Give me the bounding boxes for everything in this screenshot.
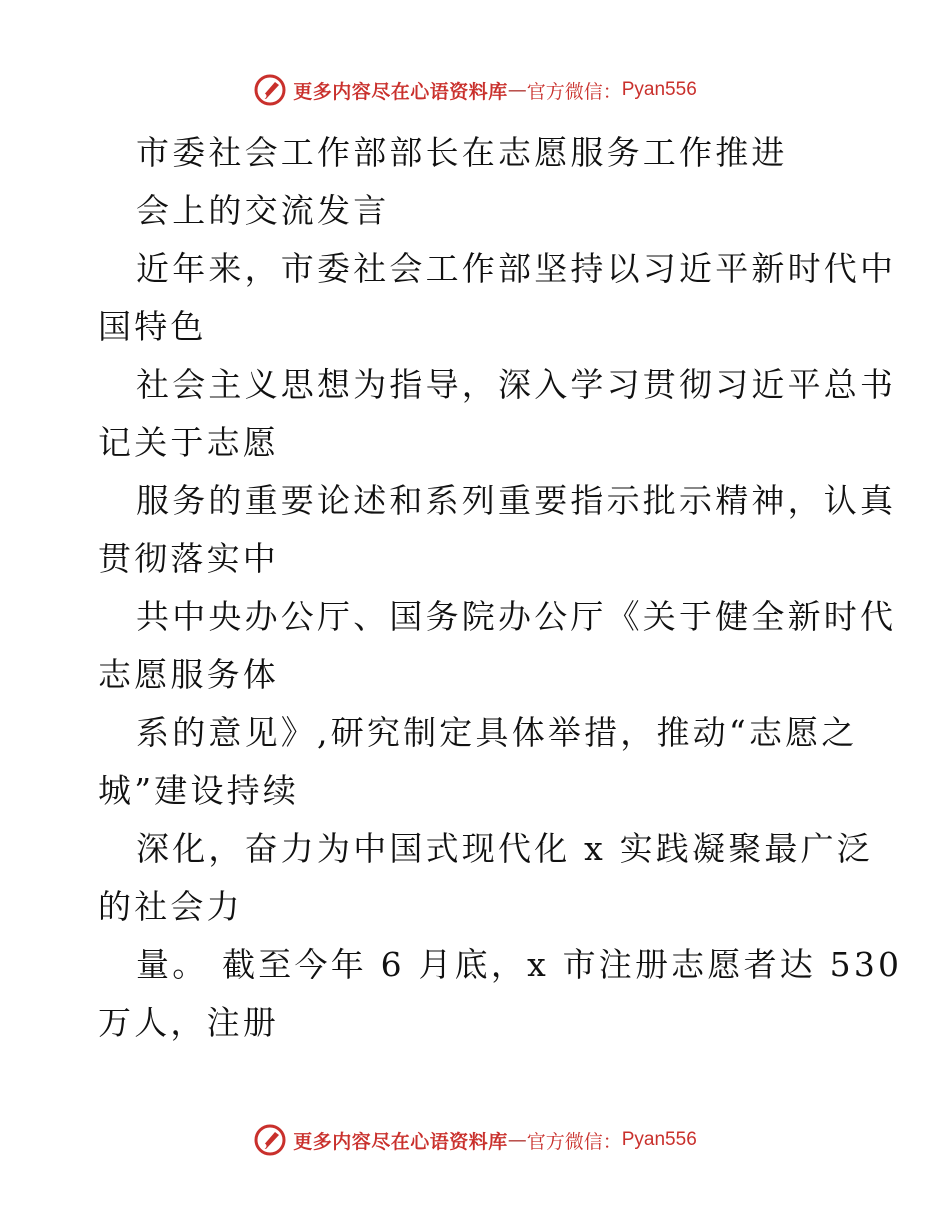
watermark-dash: — (507, 79, 527, 101)
text-line: 服务的重要论述和系列重要指示批示精神，认真 (136, 481, 897, 520)
watermark-wechat-label: 官方微信： (526, 1130, 622, 1153)
watermark-header (0, 70, 950, 110)
watermark-wechat-id: Pyan556 (621, 1129, 697, 1150)
text-line: 国特色 (98, 307, 207, 346)
text-line: 量。 截至今年 6 月底，x 市注册志愿者达 530 (136, 945, 903, 984)
watermark-title: 更多内容尽在心语资料库 (293, 80, 508, 103)
watermark-footer (0, 1120, 950, 1160)
document-body (98, 124, 903, 1052)
text-line: 会上的交流发言 (136, 191, 390, 230)
text-line: 记关于志愿 (98, 423, 279, 462)
text-line: 市委社会工作部部长在志愿服务工作推进 (136, 133, 788, 172)
text-line: 城”建设持续 (98, 771, 300, 810)
text-line: 的社会力 (98, 887, 243, 926)
watermark-wechat-id: Pyan556 (621, 79, 697, 100)
quill-logo-icon (253, 73, 287, 107)
text-line: 深化，奋力为中国式现代化 x 实践凝聚最广泛 (136, 829, 873, 868)
watermark-title: 更多内容尽在心语资料库 (293, 1130, 508, 1153)
text-line: 贯彻落实中 (98, 539, 279, 578)
watermark-dash: — (507, 1129, 527, 1151)
watermark-wechat-label: 官方微信： (526, 80, 622, 103)
text-line: 志愿服务体 (98, 655, 279, 694)
text-line: 共中央办公厅、国务院办公厅《关于健全新时代 (136, 597, 897, 636)
text-line: 社会主义思想为指导，深入学习贯彻习近平总书 (136, 365, 897, 404)
quill-logo-icon (253, 1123, 287, 1157)
text-line: 万人，注册 (98, 1003, 279, 1042)
text-line: 系的意见》,研究制定具体举措，推动“志愿之 (136, 713, 858, 752)
text-line: 近年来，市委社会工作部坚持以习近平新时代中 (136, 249, 897, 288)
